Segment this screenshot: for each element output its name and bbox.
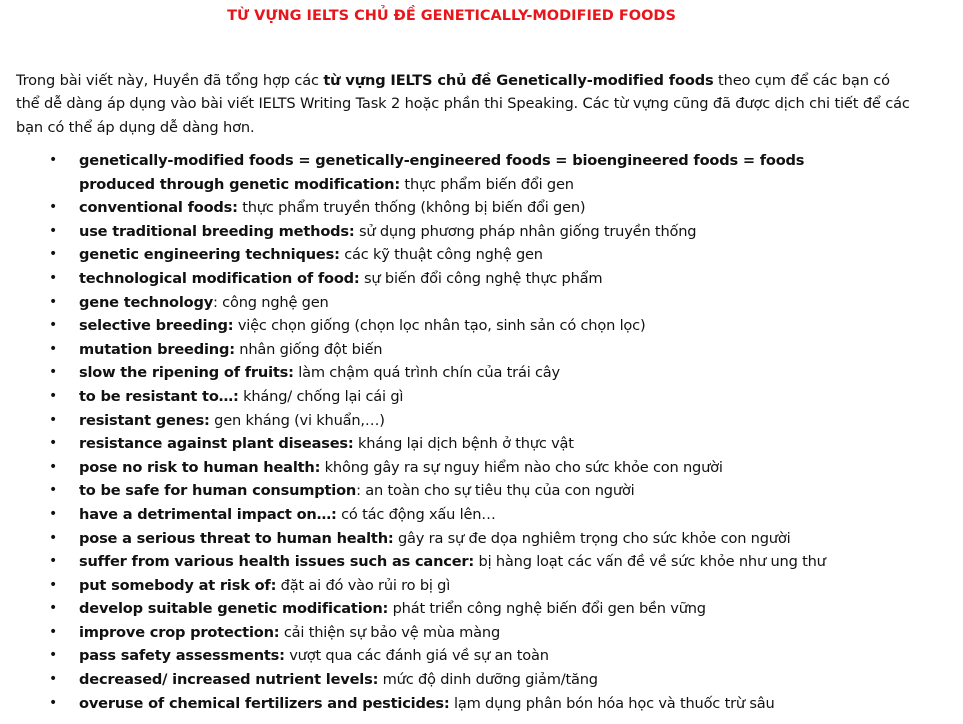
list-item [0, 243, 963, 267]
vocab-term: to be resistant to…: [79, 387, 239, 405]
vocab-meaning: gây ra sự đe dọa nghiêm trọng cho sức khỏe con người [393, 529, 791, 547]
bullet-icon: • [49, 694, 58, 711]
list-item [0, 196, 963, 220]
vocabulary-list [0, 149, 963, 715]
vocab-term: selective breeding: [79, 317, 234, 335]
vocab-term: conventional foods: [79, 199, 238, 217]
vocab-meaning: thực phẩm biến đổi gen [399, 175, 574, 193]
list-item [0, 574, 963, 598]
list-item [0, 597, 963, 621]
vocab-term: improve crop protection: [79, 623, 280, 641]
list-item [0, 361, 963, 385]
bullet-icon: • [49, 647, 58, 664]
bullet-icon: • [49, 152, 58, 168]
bullet-icon: • [49, 600, 58, 617]
vocab-term: resistance against plant diseases: [79, 435, 354, 453]
vocab-term: genetic engineering techniques: [79, 246, 340, 264]
vocab-term: technological modification of food: [79, 269, 360, 287]
vocab-meaning: vượt qua các đánh giá về sự an toàn [284, 647, 549, 665]
list-item [0, 456, 963, 480]
intro-paragraph [16, 69, 916, 140]
vocab-meaning: làm chậm quá trình chín của trái cây [293, 364, 560, 382]
vocab-meaning: lạm dụng phân bón hóa học và thuốc trừ sâu [449, 694, 775, 712]
list-item [0, 432, 963, 456]
vocab-meaning: nhân giống đột biến [234, 340, 383, 358]
intro-bold-phrase: từ vựng IELTS chủ đề Genetically-modified foods [323, 71, 714, 89]
vocab-meaning: : an toàn cho sự tiêu thụ của con người [356, 482, 635, 500]
list-item [0, 668, 963, 692]
vocab-meaning: gen kháng (vi khuẩn,…) [209, 411, 385, 429]
vocab-meaning: việc chọn giống (chọn lọc nhân tạo, sinh sản có chọn lọc) [233, 317, 646, 335]
vocab-term: use traditional breeding methods: [79, 222, 355, 240]
list-item [0, 644, 963, 668]
bullet-icon: • [49, 458, 58, 475]
bullet-icon: • [49, 340, 58, 357]
list-item [0, 267, 963, 291]
bullet-icon: • [49, 505, 58, 522]
vocab-meaning: : công nghệ gen [213, 293, 329, 311]
intro-text-start: Trong bài viết này, Huyền đã tổng hợp các [16, 71, 324, 89]
list-item [0, 409, 963, 433]
list-item [0, 338, 963, 362]
vocab-meaning: mức độ dinh dưỡng giảm/tăng [378, 671, 598, 689]
page-title: TỪ VỰNG IELTS CHỦ ĐỀ GENETICALLY-MODIFIED FOODS [227, 8, 676, 24]
list-item [0, 291, 963, 315]
vocab-meaning: đặt ai đó vào rủi ro bị gì [276, 576, 451, 594]
list-item [0, 220, 963, 244]
vocab-term: develop suitable genetic modification: [79, 600, 389, 618]
bullet-icon: • [49, 364, 58, 381]
bullet-icon: • [49, 576, 58, 593]
vocab-meaning: bị hàng loạt các vấn đề về sức khỏe như ung thư [474, 553, 826, 571]
vocab-term: mutation breeding: [79, 340, 235, 358]
vocab-term: suffer from various health issues such as cancer: [79, 553, 475, 571]
list-item [0, 479, 963, 503]
bullet-icon: • [49, 269, 58, 286]
bullet-icon: • [49, 529, 58, 546]
list-item [0, 527, 963, 551]
vocab-term: put somebody at risk of: [79, 576, 277, 594]
bullet-icon: • [49, 293, 58, 310]
bullet-icon: • [49, 387, 58, 404]
bullet-icon: • [49, 553, 58, 570]
vocab-term: have a detrimental impact on…: [79, 505, 337, 523]
list-item [0, 149, 844, 196]
vocab-meaning: sử dụng phương pháp nhân giống truyền thống [354, 222, 697, 240]
bullet-icon: • [49, 222, 58, 239]
vocab-term: pose no risk to human health: [79, 458, 321, 476]
bullet-icon: • [49, 435, 58, 452]
list-item [0, 385, 963, 409]
vocab-term: pose a serious threat to human health: [79, 529, 394, 547]
bullet-icon: • [49, 246, 58, 263]
vocab-term: pass safety assessments: [79, 647, 285, 665]
vocab-meaning: các kỹ thuật công nghệ gen [339, 246, 543, 264]
bullet-icon: • [49, 199, 58, 216]
list-item [0, 550, 963, 574]
vocab-meaning: thực phẩm truyền thống (không bị biến đổi gen) [237, 199, 586, 217]
list-item [0, 503, 963, 527]
vocab-term: decreased/ increased nutrient levels: [79, 671, 379, 689]
bullet-icon: • [49, 623, 58, 640]
vocab-term: gene technology [79, 293, 214, 311]
vocab-meaning: cải thiện sự bảo vệ mùa màng [279, 623, 501, 641]
vocab-term: slow the ripening of fruits: [79, 364, 294, 382]
vocab-meaning: phát triển công nghệ biến đổi gen bền vững [388, 600, 706, 618]
bullet-icon: • [49, 482, 58, 499]
vocab-term: resistant genes: [79, 411, 210, 429]
vocab-term: genetically-modified foods = genetically-engineered foods = bioengineered foods = foods produced through genetic modification: [79, 152, 805, 193]
list-item [0, 692, 963, 716]
vocab-meaning: có tác động xấu lên… [336, 505, 496, 523]
vocab-meaning: sự biến đổi công nghệ thực phẩm [359, 269, 603, 287]
bullet-icon: • [49, 671, 58, 688]
bullet-icon: • [49, 411, 58, 428]
vocab-meaning: kháng/ chống lại cái gì [238, 387, 404, 405]
intro-text-end: theo cụm để các bạn có thể dễ dàng áp dụng vào bài viết IELTS Writing Task 2 hoặc phần thi Speaking. Các từ vựng cũng đã được dịch chi tiết để các bạn có thể áp dụng dễ dàng hơn. [16, 71, 910, 136]
vocab-term: to be safe for human consumption [79, 482, 357, 500]
bullet-icon: • [49, 317, 58, 334]
vocab-meaning: không gây ra sự nguy hiểm nào cho sức khỏe con người [320, 458, 723, 476]
list-item [0, 314, 963, 338]
vocab-meaning: kháng lại dịch bệnh ở thực vật [353, 435, 574, 453]
list-item [0, 621, 963, 645]
vocab-term: overuse of chemical fertilizers and pesticides: [79, 694, 450, 712]
